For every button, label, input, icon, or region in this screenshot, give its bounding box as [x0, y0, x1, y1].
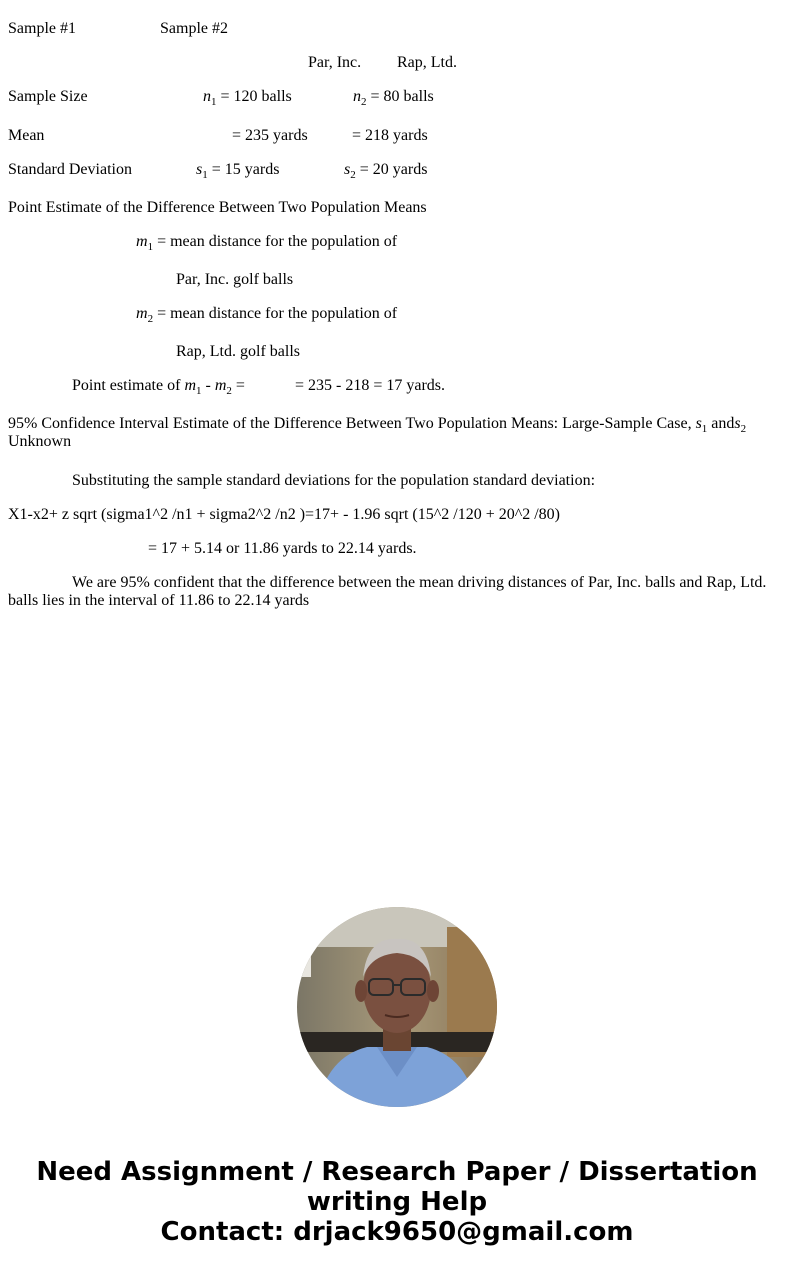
company2-label: Rap, Ltd.: [397, 54, 457, 71]
footer-line-3: Contact: drjack9650@gmail.com: [160, 1217, 634, 1247]
point-estimate-expression: Point estimate of $m_1 - m_2$ =: [72, 377, 245, 397]
ci-formula: X1-x2+ z sqrt (sigma1^2 /n1 + sigma2^2 /n2 )=17+ - 1.96 sqrt (15^2 /120 + 20^2 /80): [8, 506, 560, 523]
point-estimate-result: = 235 - 218 = 17 yards.: [295, 377, 446, 394]
sample1-label: Sample #1: [8, 20, 76, 37]
author-photo: [297, 907, 497, 1107]
footer-line-1: Need Assignment / Research Paper / Dissertation: [36, 1157, 758, 1187]
sample-size-label: Sample Size: [8, 88, 88, 105]
m1-definition: $m_1$ = mean distance for the population of: [136, 233, 398, 253]
substituting-text: Substituting the sample standard deviations for the population standard deviation:: [72, 472, 596, 489]
point-estimate-heading: Point Estimate of the Difference Between Two Population Means: [8, 199, 427, 216]
sample-size-2: $n_2 = 80$ balls: [353, 88, 434, 108]
mean-label: Mean: [8, 127, 45, 144]
std-dev-label: Standard Deviation: [8, 161, 132, 178]
confidence-heading: 95% Confidence Interval Estimate of the Difference Between Two Population Means: Large-Sample Case, $s_1$ ands$_2$ Unknown: [8, 415, 747, 450]
m2-continuation: Rap, Ltd. golf balls: [176, 343, 300, 360]
company1-label: Par, Inc.: [308, 54, 362, 71]
sample2-label: Sample #2: [160, 20, 228, 37]
m2-definition: $m_2$ = mean distance for the population of: [136, 305, 398, 325]
footer-contact: [0, 1157, 794, 1247]
std-dev-1: $s_1 = 15$ yards: [196, 161, 280, 181]
sample-size-1: $n_1 = 120$ balls: [203, 88, 292, 108]
m1-continuation: Par, Inc. golf balls: [176, 271, 294, 288]
std-dev-2: $s_2 = 20$ yards: [344, 161, 428, 181]
ci-result: = 17 + 5.14 or 11.86 yards to 22.14 yards.: [148, 540, 417, 557]
ci-conclusion: We are 95% confident that the difference between the mean driving distances of Par, Inc. balls and Rap, Ltd. balls lies in the interval of 11.86 to 22.14 yards: [8, 574, 767, 609]
mean-1: = 235 yards: [232, 127, 308, 144]
footer-line-2: writing Help: [306, 1187, 488, 1217]
mean-2: = 218 yards: [352, 127, 428, 144]
